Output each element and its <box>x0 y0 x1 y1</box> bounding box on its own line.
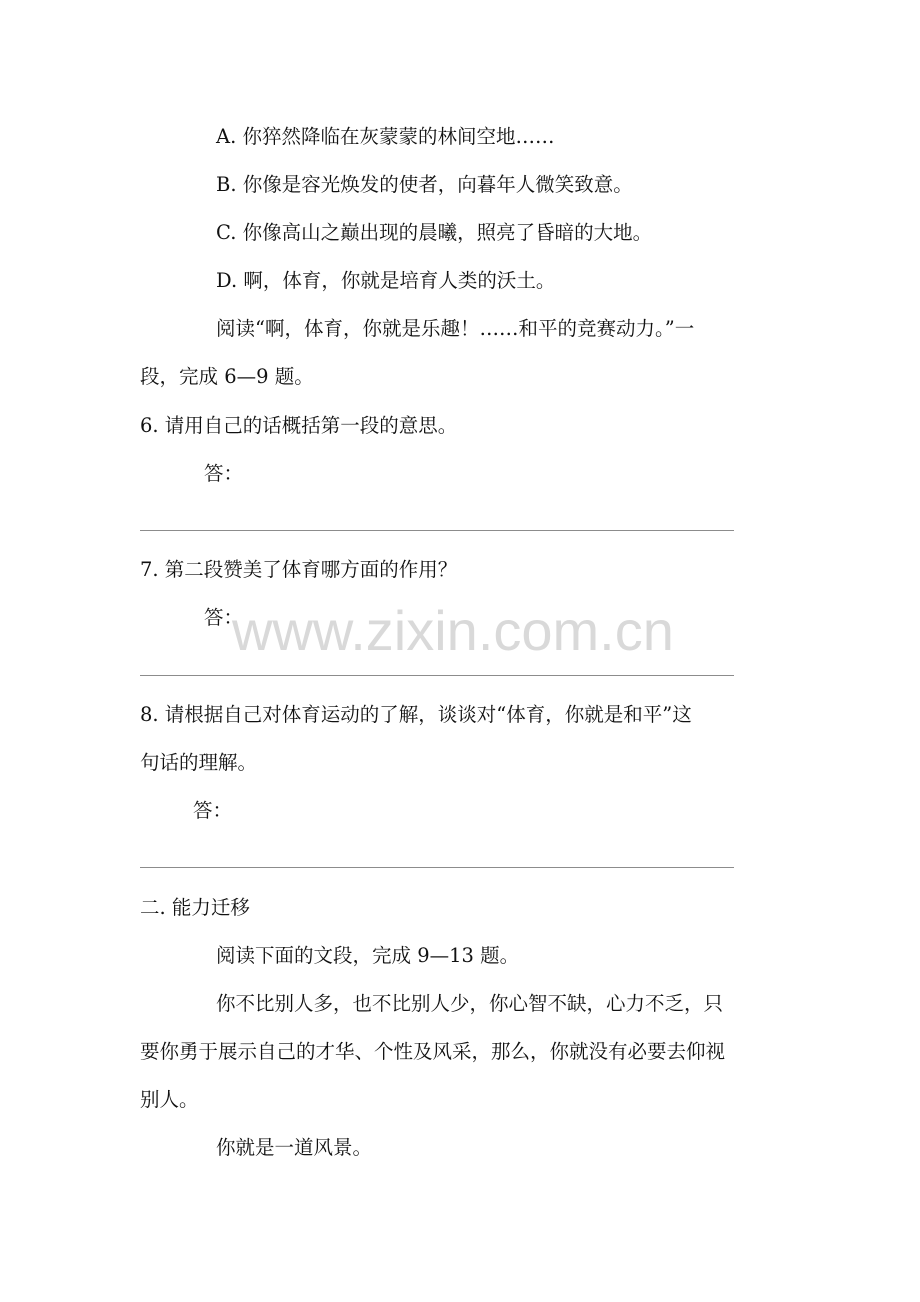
question-8-answer-line <box>140 867 734 868</box>
watermark: www.zixin.com.cn <box>232 599 674 662</box>
passage-paragraph-1-line-3: 别人。 <box>140 1088 199 1111</box>
section-2-instruction: 阅读下面的文段，完成 9—13 题。 <box>216 944 520 967</box>
reading-instruction-line-1: 阅读“啊，体育，你就是乐趣！……和平的竞赛动力。”一 <box>216 317 695 340</box>
reading-instruction-line-2: 段，完成 6—9 题。 <box>140 365 314 388</box>
question-7-answer-line <box>140 675 734 676</box>
question-7: 7. 第二段赞美了体育哪方面的作用？ <box>140 558 458 581</box>
question-7-answer-label: 答： <box>204 606 244 629</box>
question-6-answer-line <box>140 530 734 531</box>
option-a: A. 你猝然降临在灰蒙蒙的林间空地…… <box>216 125 555 148</box>
option-b: B. 你像是容光焕发的使者，向暮年人微笑致意。 <box>216 173 633 196</box>
option-c: C. 你像高山之巅出现的晨曦，照亮了昏暗的大地。 <box>216 221 653 244</box>
passage-paragraph-1-line-2: 要你勇于展示自己的才华、个性及风采，那么，你就没有必要去仰视 <box>140 1040 726 1063</box>
question-6: 6. 请用自己的话概括第一段的意思。 <box>140 414 458 437</box>
section-2-heading: 二. 能力迁移 <box>140 896 250 919</box>
question-6-answer-label: 答： <box>204 462 244 485</box>
option-d: D. 啊，体育，你就是培育人类的沃土。 <box>216 269 556 292</box>
question-8-line-1: 8. 请根据自己对体育运动的了解，谈谈对“体育，你就是和平”这 <box>140 703 692 726</box>
question-8-answer-label: 答： <box>193 799 233 822</box>
question-8-line-2: 句话的理解。 <box>140 751 258 774</box>
passage-paragraph-2: 你就是一道风景。 <box>216 1136 373 1159</box>
passage-paragraph-1-line-1: 你不比别人多，也不比别人少，你心智不缺，心力不乏，只 <box>216 992 724 1015</box>
